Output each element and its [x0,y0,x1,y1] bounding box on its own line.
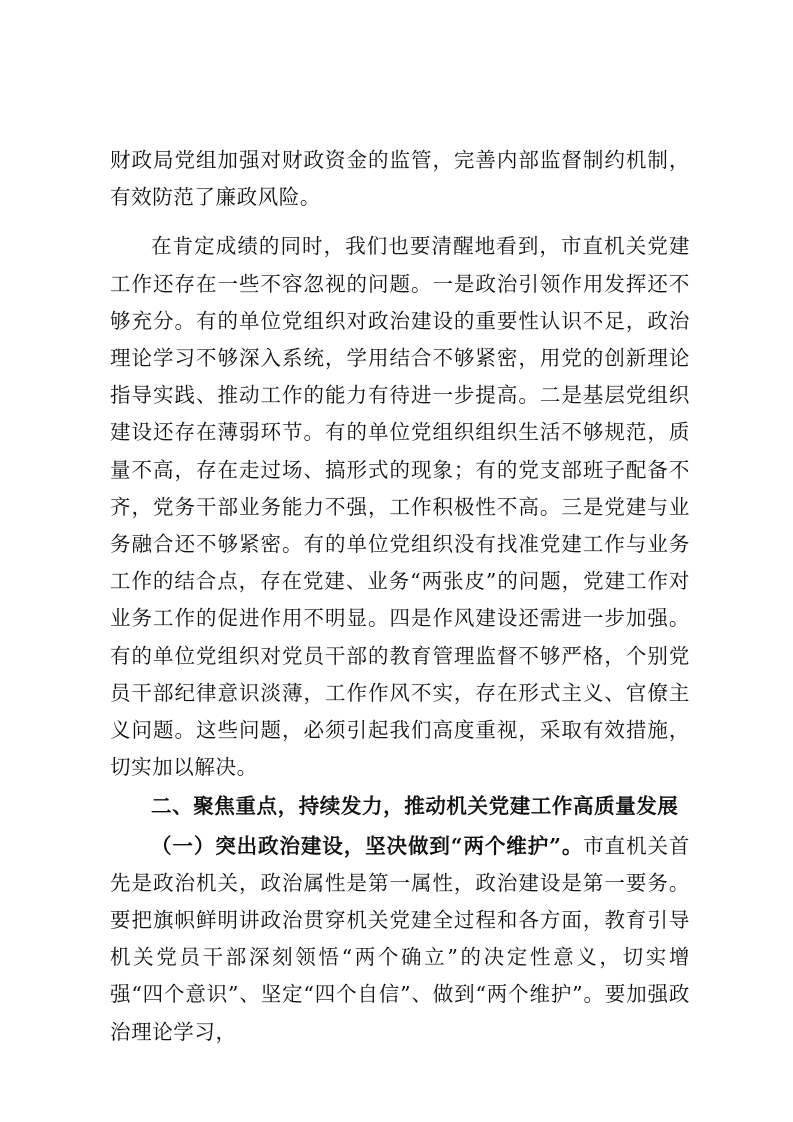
paragraph-2: 在肯定成绩的同时，我们也要清醒地看到，市直机关党建工作还存在一些不容忽视的问题。一是政治引领作用发挥还不够充分。有的单位党组织对政治建设的重要性认识不足，政治理论学习不够深入系统，学用结合不够紧密，用党的创新理论指导实践、推动工作的能力有待进一步提高。二是基层党组织建设还存在薄弱环节。有的单位党组织组织生活不够规范，质量不高，存在走过场、搞形式的现象；有的党支部班子配备不齐，党务干部业务能力不强，工作积极性不高。三是党建与业务融合还不够紧密。有的单位党组织没有找准党建工作与业务工作的结合点，存在党建、业务“两张皮”的问题，党建工作对业务工作的促进作用不明显。四是作风建设还需进一步加强。有的单位党组织对党员干部的教育管理监督不够严格，个别党员干部纪律意识淡薄，工作作风不实，存在形式主义、官僚主义问题。这些问题，必须引起我们高度重视，采取有效措施，切实加以解决。 [110,234,690,780]
section-heading: 二、聚焦重点，持续发力，推动机关党建工作高质量发展 [151,794,679,819]
document-body [110,142,690,1051]
subsection-body: 市直机关首先是政治机关，政治属性是第一属性，政治建设是第一要务。要把旗帜鲜明讲政治贯穿机关党建全过程和各方面，教育引导机关党员干部深刻领悟“两个确立”的决定性意义，切实增强“四个意识”、坚定“四个自信”、做到“两个维护”。要加强政治理论学习， [110,833,690,1044]
subsection-paragraph [110,828,690,1051]
paragraph-1: 财政局党组加强对财政资金的监管，完善内部监督制约机制，有效防范了廉政风险。 [110,148,690,210]
subsection-title: （一）突出政治建设，坚决做到“两个维护”。 [151,833,584,858]
